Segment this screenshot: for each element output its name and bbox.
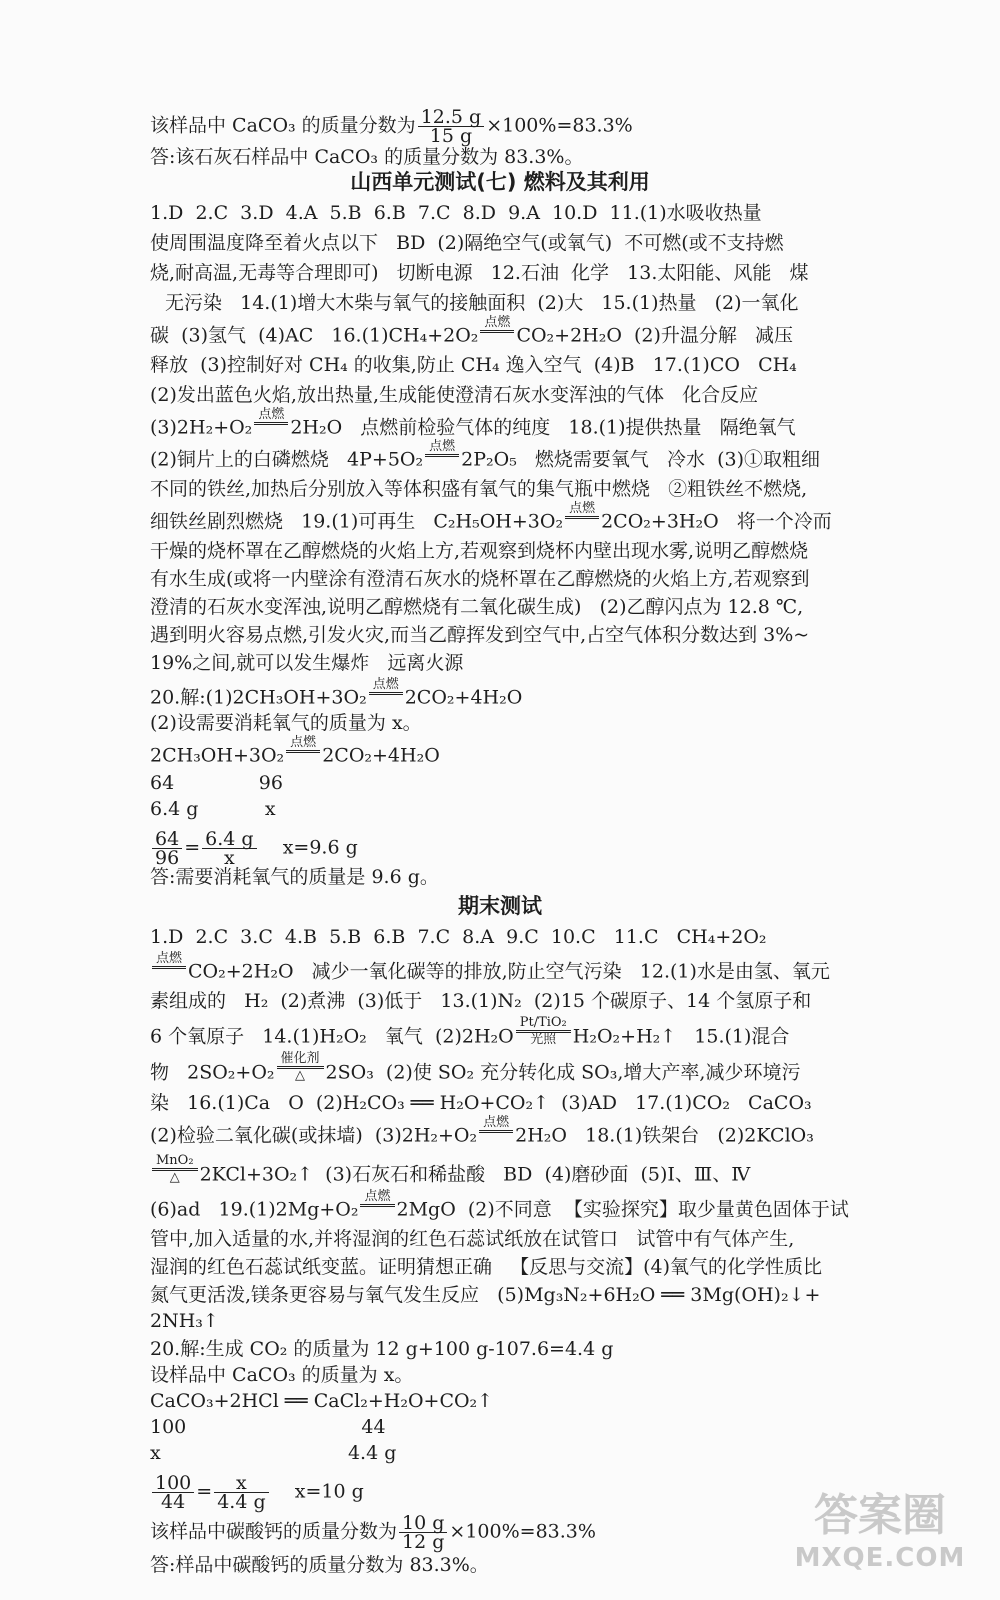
text-line: 2CH₃OH+3O₂ 点燃 2CO₂+4H₂O [150, 735, 440, 767]
text-line: 2NH₃↑ [150, 1310, 219, 1332]
text-line: 释放 (3)控制好对 CH₄ 的收集,防止 CH₄ 逸入空气 (4)B 17.(1)CO CH₄ [150, 354, 797, 376]
reaction-condition: 点燃 [369, 678, 403, 707]
text-line: 答:需要消耗氧气的质量是 9.6 g。 [150, 866, 439, 888]
text-line: 6.4 g x [150, 798, 276, 820]
text-line: 遇到明火容易点燃,引发火灾,而当乙醇挥发到空气中,占空气体积分数达到 3%~ [150, 624, 810, 646]
section-heading: 山西单元测试(七) 燃料及其利用 [350, 170, 650, 194]
text-line: 该样品中 CaCO₃ 的质量分数为 $\frac{12.5 g}{15 g}$ ×100%=83.3% [150, 106, 633, 147]
text-line: 有水生成(或将一内壁涂有澄清石灰水的烧杯罩在乙醇燃烧的火焰上方,若观察到 [150, 568, 810, 590]
text-line: MnO₂ △ 2KCl+3O₂↑ (3)石灰石和稀盐酸 BD (4)磨砂面 (5)Ⅰ、Ⅲ、Ⅳ [150, 1160, 750, 1186]
fraction: $\frac{100}{44}$ [152, 1474, 194, 1511]
text-line: 19%之间,就可以发生爆炸 远离火源 [150, 652, 464, 674]
fraction: $\frac{x}{4.4 g}$ [214, 1474, 268, 1511]
text-line: (2)铜片上的白磷燃烧 4P+5O₂ 点燃 2P₂O₅ 燃烧需要氧气 冷水 (3)①取粗细 [150, 439, 821, 471]
text-line: 烧,耐高温,无毒等合理即可) 切断电源 12.石油 化学 13.太阳能、风能 煤 [150, 262, 809, 284]
text-line: 该样品中碳酸钙的质量分数为 $\frac{10 g}{12 g}$ ×100%=83.3% [150, 1512, 596, 1553]
text-line: (6)ad 19.(1)2Mg+O₂ 点燃 2MgO (2)不同意 【实验探究】取少量黄色固体于试 [150, 1189, 849, 1221]
reaction-condition: 点燃 [479, 1116, 513, 1145]
text-line: 染 16.(1)Ca O (2)H₂CO₃ ══ H₂O+CO₂↑ (3)AD 17.(1)CO₂ CaCO₃ [150, 1092, 812, 1114]
fraction: $\frac{12.5 g}{15 g}$ [418, 108, 485, 145]
text-line: 澄清的石灰水变浑浊,说明乙醇燃烧有二氧化碳生成) (2)乙醇闪点为 12.8 ℃, [150, 596, 804, 618]
text-line: CaCO₃+2HCl ══ CaCl₂+H₂O+CO₂↑ [150, 1390, 494, 1412]
text-line: $\frac{100}{44}$ = $\frac{x}{4.4 g}$ x=10 g [150, 1474, 364, 1500]
reaction-condition: 点燃 [254, 408, 288, 437]
reaction-condition: MnO₂ △ [152, 1154, 198, 1185]
reaction-condition: Pt/TiO₂ 光照 [516, 1016, 571, 1047]
text-line: (3)2H₂+O₂ 点燃 2H₂O 点燃前检验气体的纯度 18.(1)提供热量 隔绝氧气 [150, 407, 796, 439]
reaction-condition: 点燃 [286, 736, 320, 765]
text-line: 20.解:生成 CO₂ 的质量为 12 g+100 g-107.6=4.4 g [150, 1338, 614, 1360]
text-line: (2)检验二氧化碳(或抹墙) (3)2H₂+O₂ 点燃 2H₂O 18.(1)铁架台 (2)2KClO₃ [150, 1115, 814, 1147]
text-line: 素组成的 H₂ (2)煮沸 (3)低于 13.(1)N₂ (2)15 个碳原子、14 个氢原子和 [150, 990, 812, 1012]
text-line: $\frac{64}{96}$ = $\frac{6.4 g}{x}$ x=9.6 g [150, 830, 358, 856]
reaction-condition: 点燃 [360, 1190, 394, 1219]
text-line: 湿润的红色石蕊试纸变蓝。证明猜想正确 【反思与交流】(4)氧气的化学性质比 [150, 1256, 823, 1278]
reaction-condition: 点燃 [425, 440, 459, 469]
text-line: 氮气更活泼,镁条更容易与氧气发生反应 (5)Mg₃N₂+6H₂O ══ 3Mg(OH)₂↓+ [150, 1284, 821, 1306]
text-line: 答:样品中碳酸钙的质量分数为 83.3%。 [150, 1554, 489, 1576]
section-heading: 期末测试 [458, 894, 542, 918]
text-line: 20.解:(1)2CH₃OH+3O₂ 点燃 2CO₂+4H₂O [150, 677, 523, 709]
reaction-condition: 点燃 [480, 316, 514, 345]
text-line: 不同的铁丝,加热后分别放入等体积盛有氧气的集气瓶中燃烧 ②粗铁丝不燃烧, [150, 478, 808, 500]
text-line: 1.D 2.C 3.C 4.B 5.B 6.B 7.C 8.A 9.C 10.C 11.C CH₄+2O₂ [150, 926, 767, 948]
text-line: 干燥的烧杯罩在乙醇燃烧的火焰上方,若观察到烧杯内壁出现水雾,说明乙醇燃烧 [150, 540, 809, 562]
text-line: 无污染 14.(1)增大木柴与氧气的接触面积 (2)大 15.(1)热量 (2)一氧化 [165, 292, 799, 314]
text-line: 点燃 CO₂+2H₂O 减少一氧化碳等的排放,防止空气污染 12.(1)水是由氢、氧元 [150, 958, 830, 984]
text-line: 管中,加入适量的水,并将湿润的红色石蕊试纸放在试管口 试管中有气体产生, [150, 1228, 795, 1250]
text-line: 细铁丝剧烈燃烧 19.(1)可再生 C₂H₅OH+3O₂ 点燃 2CO₂+3H₂O 将一个冷而 [150, 501, 832, 533]
text-line: (2)设需要消耗氧气的质量为 x。 [150, 712, 422, 734]
text-line: 1.D 2.C 3.D 4.A 5.B 6.B 7.C 8.D 9.A 10.D 11.(1)水吸收热量 [150, 202, 762, 224]
text-line: 使周围温度降至着火点以下 BD (2)隔绝空气(或氧气) 不可燃(或不支持燃 [150, 232, 784, 254]
text-line: 物 2SO₂+O₂ 催化剂 △ 2SO₃ (2)使 SO₂ 充分转化成 SO₃,增大产率,减少环境污 [150, 1051, 801, 1084]
reaction-condition: 点燃 [565, 502, 599, 531]
text-line: (2)发出蓝色火焰,放出热量,生成能使澄清石灰水变浑浊的气体 化合反应 [150, 384, 759, 406]
text-line: 设样品中 CaCO₃ 的质量为 x。 [150, 1364, 414, 1386]
fraction: $\frac{64}{96}$ [152, 830, 182, 867]
text-line: x 4.4 g [150, 1442, 397, 1464]
watermark-logo: 答案圈 MXQE.COM [794, 1490, 966, 1573]
fraction: $\frac{10 g}{12 g}$ [399, 1514, 447, 1551]
text-line: 碳 (3)氢气 (4)AC 16.(1)CH₄+2O₂ 点燃 CO₂+2H₂O (2)升温分解 减压 [150, 315, 794, 347]
text-line: 64 96 [150, 772, 283, 794]
text-line: 100 44 [150, 1416, 386, 1438]
reaction-condition: 点燃 [152, 952, 186, 981]
fraction: $\frac{6.4 g}{x}$ [202, 830, 256, 867]
text-line: 答:该石灰石样品中 CaCO₃ 的质量分数为 83.3%。 [150, 146, 584, 168]
text-line: 6 个氧原子 14.(1)H₂O₂ 氧气 (2)2H₂O Pt/TiO₂ 光照 H₂O₂+H₂↑ 15.(1)混合 [150, 1015, 790, 1048]
reaction-condition: 催化剂 △ [277, 1052, 324, 1083]
